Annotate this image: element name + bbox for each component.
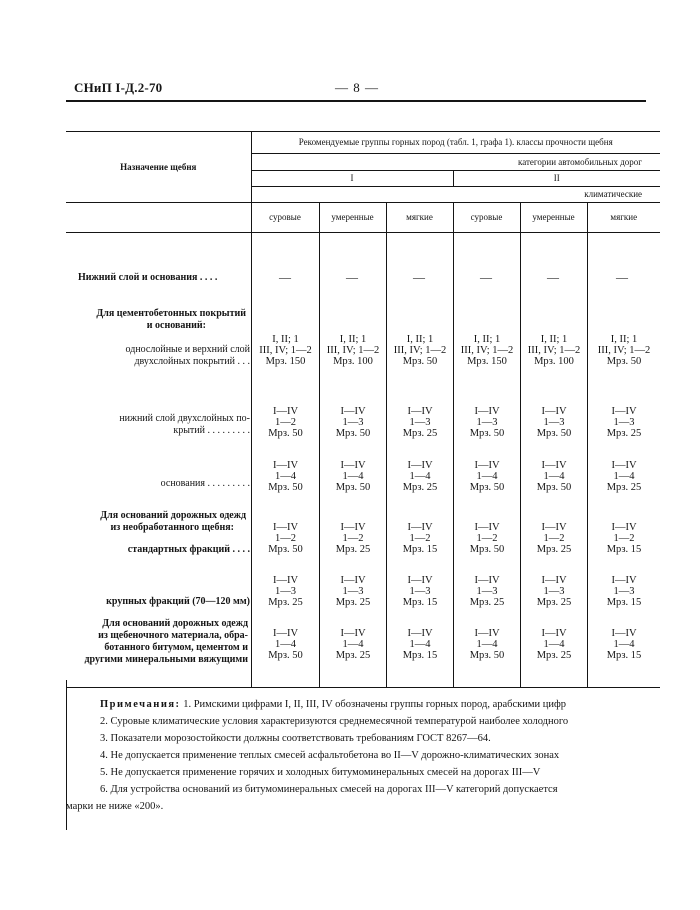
note-line: 3. Показатели морозостойкости должны соответствовать требованиям ГОСТ 8267—64. [100,733,491,744]
table-body [66,232,660,688]
table-cell: I—IV 1—4 Мрз. 25 [606,460,642,493]
table-cell: I, II; 1 III, IV; 1—2 Мрз. 50 [393,334,447,367]
climate-header: суровые [251,202,319,232]
row-label: стандартных фракций . . . . [127,544,250,555]
table-cell: I—IV 1—3 Мрз. 50 [536,406,572,439]
row-label: ботанного битумом, цементом и [104,642,248,653]
table-cell: I—IV 1—3 Мрз. 25 [335,575,371,608]
section-heading: Для цементобетонных покрытий [96,308,246,319]
table-cell: I—IV 1—3 Мрз. 15 [606,575,642,608]
climate-header: мягкие [386,202,453,232]
climate-header: умеренные [319,202,386,232]
row-label: крупных фракций (70—120 мм) [106,596,250,607]
note-line: 2. Суровые климатические условия характеризуются среднемесячной температурой наиболее холодного [100,716,569,727]
table-cell: I—IV 1—2 Мрз. 15 [606,522,642,555]
table-cell: I—IV 1—4 Мрз. 25 [402,460,438,493]
row-label: Для оснований дорожных одежд [102,618,248,629]
group-title: Рекомендуемые группы горных пород (табл. 1, графа 1). классы прочности щебня [251,132,660,153]
table-cell: I—IV 1—4 Мрз. 50 [536,460,572,493]
row-label: однослойные и верхний слой [125,344,250,355]
table-cell: I—IV 1—2 Мрз. 50 [268,406,303,439]
empty-dash: — [346,270,358,284]
note-line: Примечания: 1. Римскими цифрами I, II, III, IV обозначены группы горных пород, арабскими цифр [100,699,567,710]
category-2: II [453,170,660,186]
row-label: Нижний слой и основания . . . . [78,272,218,283]
empty-dash: — [616,270,628,284]
table-cell: I—IV 1—3 Мрз. 50 [335,406,371,439]
table-cell: I, II; 1 III, IV; 1—2 Мрз. 100 [326,334,380,367]
section-heading: Для оснований дорожных одежд [100,510,246,521]
table-cell: I—IV 1—2 Мрз. 15 [402,522,438,555]
table-cell: I—IV 1—4 Мрз. 50 [469,628,505,661]
table-cell: I—IV 1—4 Мрз. 50 [268,460,303,493]
table-cell: I—IV 1—4 Мрз. 50 [335,460,371,493]
table-cell: I, II; 1 III, IV; 1—2 Мрз. 50 [597,334,651,367]
note-line: 4. Не допускается применение теплых смесей асфальтобетона во II—V дорожно-климатических зонах [100,750,560,761]
empty-dash: — [547,270,559,284]
table-cell: I—IV 1—4 Мрз. 15 [402,628,438,661]
row-label: крытий . . . . . . . . . [173,425,250,436]
table-cell: I—IV 1—3 Мрз. 25 [606,406,642,439]
table-cell: I—IV 1—2 Мрз. 25 [536,522,572,555]
document-code: СНиП I-Д.2-70 [74,80,163,95]
table-cell: I—IV 1—3 Мрз. 25 [469,575,505,608]
climate-header: умеренные [520,202,587,232]
table-cell: I—IV 1—4 Мрз. 25 [335,628,371,661]
row-label: двухслойных покрытий . . . [134,356,250,367]
table-cell: I—IV 1—3 Мрз. 15 [402,575,438,608]
table-cell: I—IV 1—3 Мрз. 50 [469,406,505,439]
note-line: 6. Для устройства оснований из битумоминеральных смесей на дорогах III—V категорий допускается [100,784,558,795]
page-number: — 8 — [335,80,379,95]
header-rule [66,100,646,102]
column-head-purpose: Назначение щебня [66,132,251,202]
table-cell: I—IV 1—3 Мрз. 25 [536,575,572,608]
category-1: I [251,170,453,186]
road-category-title: категории автомобильных дорог [251,153,660,170]
climate-header: суровые [453,202,520,232]
section-heading: и оснований: [146,320,206,331]
table-cell: I—IV 1—2 Мрз. 25 [335,522,371,555]
table-cell: I—IV 1—2 Мрз. 50 [268,522,303,555]
notes-title: Примечания: [100,699,181,710]
table-cell: I—IV 1—3 Мрз. 25 [268,575,303,608]
section-heading: из необработанного щебня: [110,522,234,533]
table-cell: I—IV 1—4 Мрз. 50 [469,460,505,493]
climate-title: климатические [251,186,660,202]
climate-header: мягкие [587,202,660,232]
table-cell: I—IV 1—2 Мрз. 50 [469,522,505,555]
table-cell: I, II; 1 III, IV; 1—2 Мрз. 150 [460,334,514,367]
row-label: другими минеральными вяжущими [84,654,248,665]
empty-dash: — [480,270,492,284]
notes-section [66,696,646,815]
row-label: из щебеночного материала, обра- [98,630,248,641]
table-cell: I—IV 1—4 Мрз. 50 [268,628,303,661]
table-cell: I—IV 1—3 Мрз. 25 [402,406,438,439]
row-label: нижний слой двухслойных по- [119,413,250,424]
table-cell: I, II; 1 III, IV; 1—2 Мрз. 150 [259,334,312,367]
note-line: 5. Не допускается применение горячих и холодных битумоминеральных смесей на дорогах III—V [100,767,541,778]
empty-dash: — [413,270,425,284]
table-cell: I, II; 1 III, IV; 1—2 Мрз. 100 [527,334,581,367]
table-cell: I—IV 1—4 Мрз. 25 [536,628,572,661]
table-cell: I—IV 1—4 Мрз. 15 [606,628,642,661]
table-header [66,131,660,233]
empty-dash: — [279,270,291,284]
row-label: основания . . . . . . . . . [160,478,250,489]
note-line: марки не ниже «200». [66,801,164,812]
